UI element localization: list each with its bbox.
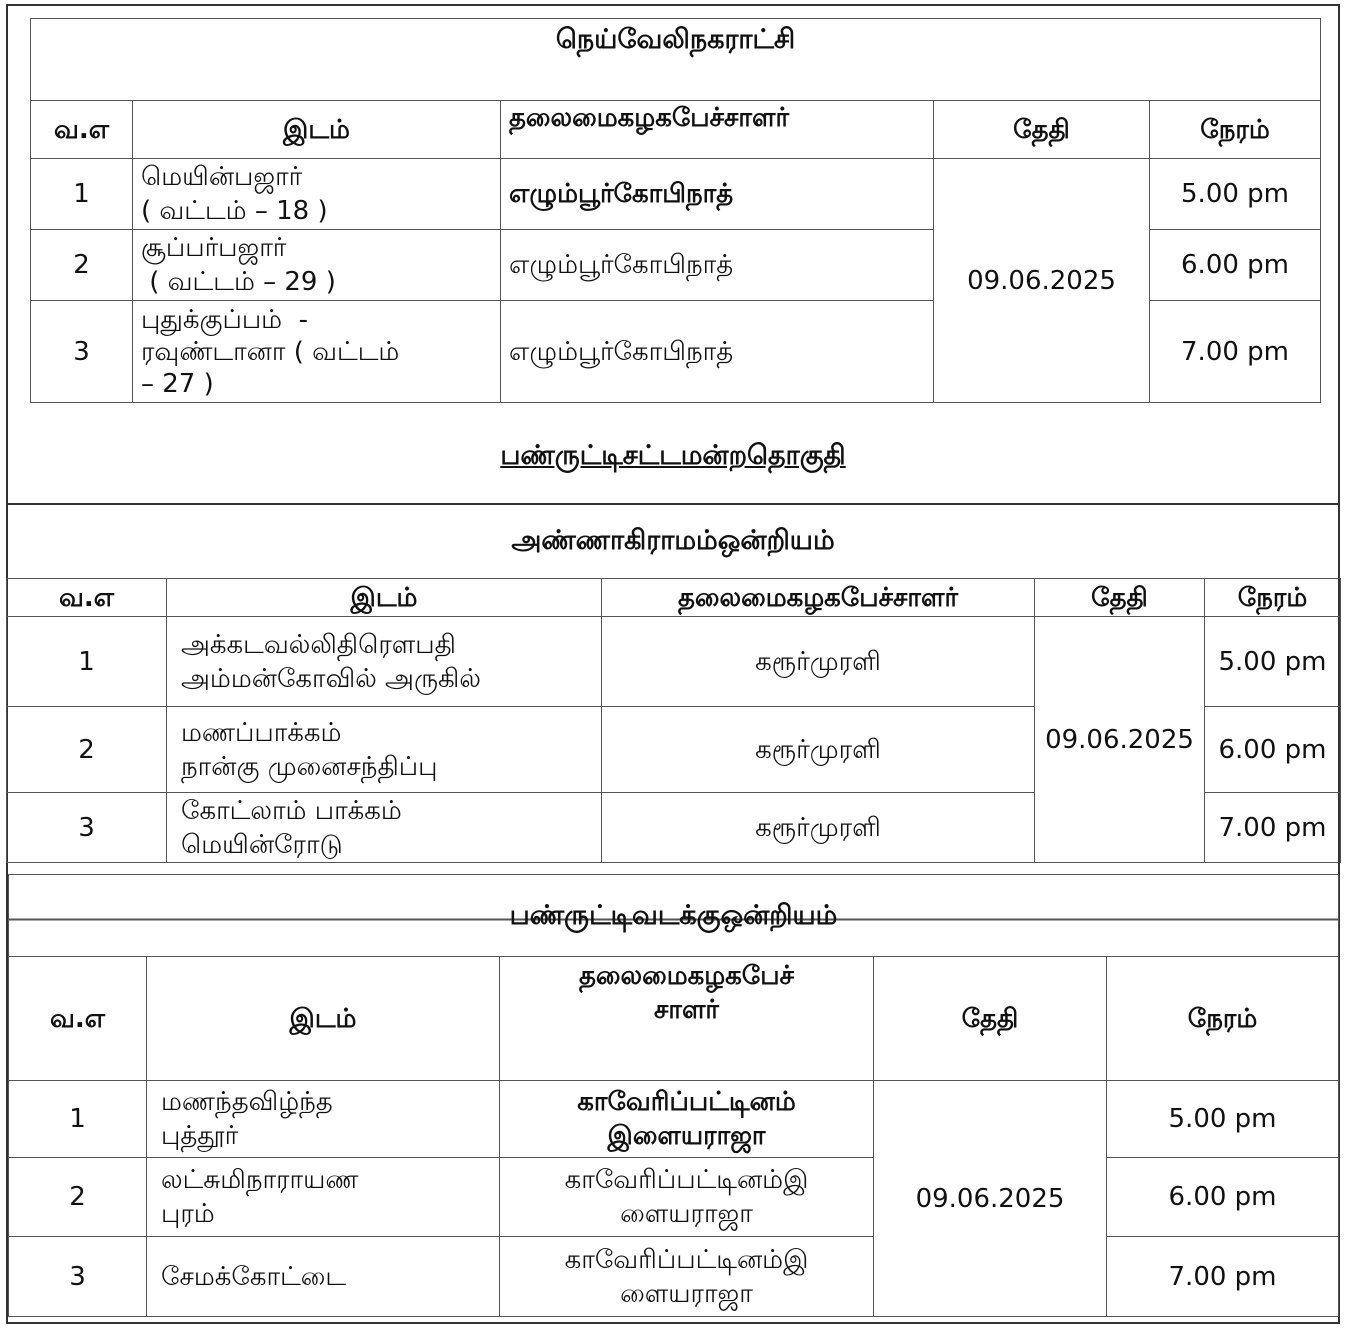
place-line: நான்கு முனைசந்திப்பு: [181, 751, 438, 782]
time-cell: 5.00 pm: [1107, 1081, 1339, 1158]
place-line: அக்கடவல்லிதிரௌபதி: [181, 629, 456, 660]
section-divider: [6, 503, 1340, 505]
header-time: நேரம்: [1150, 101, 1321, 159]
time-cell: 5.00 pm: [1150, 159, 1321, 230]
header-date: தேதி: [934, 101, 1150, 159]
sno-cell: 2: [31, 230, 133, 301]
header-time: நேரம்: [1107, 957, 1339, 1081]
table-row: [9, 1081, 1339, 1158]
table-row: [31, 159, 1321, 230]
place-line: சூப்பர்பஜார்: [141, 233, 287, 263]
time-cell: 5.00 pm: [1205, 617, 1341, 707]
speaker-line: இளையராஜா: [607, 1121, 766, 1151]
header-speaker-line: சாளர்: [653, 995, 720, 1025]
header-place: இடம்: [133, 101, 501, 159]
date-cell: 09.06.2025: [874, 1081, 1107, 1317]
date-cell: 09.06.2025: [934, 159, 1150, 403]
place-cell: [147, 1237, 500, 1317]
section-title: அண்ணாகிராமம்ஒன்றியம்: [511, 525, 835, 556]
speaker-cell: [500, 1081, 874, 1158]
speaker-line: காவேரிப்பட்டினம்இ: [564, 1165, 809, 1195]
place-line: மெயின்பஜார்: [141, 162, 303, 192]
speaker-cell: எழும்பூர்கோபிநாத்: [501, 159, 934, 230]
place-line: கோட்லாம் பாக்கம்: [181, 795, 402, 826]
place-cell: [147, 1081, 500, 1158]
place-line: ( வட்டம் – 29 ): [141, 267, 336, 297]
place-line: மெயின்ரோடு: [181, 829, 343, 860]
speaker-line: ளையராஜா: [620, 1278, 753, 1309]
time-cell: 6.00 pm: [1205, 707, 1341, 793]
place-cell: [167, 793, 602, 863]
sno-cell: 3: [9, 1237, 147, 1317]
speaker-cell: கரூர்முரளி: [602, 707, 1035, 793]
header-place: இடம்: [147, 957, 500, 1081]
place-line: மணப்பாக்கம்: [181, 717, 342, 748]
header-date: தேதி: [1035, 579, 1205, 617]
speaker-cell: கரூர்முரளி: [602, 617, 1035, 707]
table-row: [9, 1158, 1339, 1237]
speaker-cell: எழும்பூர்கோபிநாத்: [501, 230, 934, 301]
header-sno: வ.எ: [7, 579, 167, 617]
table-row: [7, 617, 1341, 707]
place-cell: [167, 707, 602, 793]
speaker-line: காவேரிப்பட்டினம்இ: [564, 1244, 809, 1275]
table-neyveli: [30, 18, 1321, 403]
time-cell: 7.00 pm: [1205, 793, 1341, 863]
sno-cell: 1: [7, 617, 167, 707]
place-line: புத்தூர்: [161, 1121, 239, 1151]
header-sno: வ.எ: [31, 101, 133, 159]
place-cell: [133, 230, 501, 301]
place-line: லட்சுமிநாராயண: [161, 1165, 359, 1195]
place-cell: [133, 159, 501, 230]
place-line: அம்மன்கோவில் அருகில்: [181, 663, 481, 694]
sno-cell: 1: [9, 1081, 147, 1158]
speaker-line: ளையராஜா: [620, 1199, 753, 1229]
place-line: ( வட்டம் – 18 ): [141, 196, 328, 226]
header-date: தேதி: [874, 957, 1107, 1081]
header-time: நேரம்: [1205, 579, 1341, 617]
place-line: – 27 ): [141, 368, 214, 399]
section-title: பண்ருட்டிவடக்குஒன்றியம்: [9, 875, 1339, 957]
speaker-cell: கரூர்முரளி: [602, 793, 1035, 863]
table-annagramam: [6, 578, 1341, 863]
place-cell: [147, 1158, 500, 1237]
speaker-line: காவேரிப்பட்டினம்: [577, 1087, 796, 1117]
place-cell: [133, 301, 501, 403]
section-title: நெய்வேலிநகராட்சி: [31, 19, 1321, 101]
place-line: ரவுண்டானா ( வட்டம்: [141, 336, 400, 367]
time-cell: 7.00 pm: [1150, 301, 1321, 403]
time-cell: 6.00 pm: [1107, 1158, 1339, 1237]
place-line: புதுக்குப்பம் -: [141, 304, 309, 335]
sno-cell: 1: [31, 159, 133, 230]
speaker-cell: [500, 1158, 874, 1237]
speaker-cell: [500, 1237, 874, 1317]
sno-cell: 2: [7, 707, 167, 793]
table-row: [9, 1237, 1339, 1317]
time-cell: 6.00 pm: [1150, 230, 1321, 301]
place-line: மணந்தவிழ்ந்த: [161, 1087, 333, 1117]
sno-cell: 3: [31, 301, 133, 403]
header-speaker: தலைமைகழகபேச்சாளர்: [501, 101, 934, 159]
header-speaker: [500, 957, 874, 1081]
speaker-cell: எழும்பூர்கோபிநாத்: [501, 301, 934, 403]
place-line: சேமக்கோட்டை: [161, 1261, 347, 1292]
time-cell: 7.00 pm: [1107, 1237, 1339, 1317]
place-line: புரம்: [161, 1199, 215, 1229]
header-place: இடம்: [167, 579, 602, 617]
table-panruti-north: [8, 874, 1339, 1317]
header-speaker: தலைமைகழகபேச்சாளர்: [602, 579, 1035, 617]
sno-cell: 3: [7, 793, 167, 863]
header-speaker-line: தலைமைகழகபேச்: [578, 961, 795, 991]
header-sno: வ.எ: [9, 957, 147, 1081]
date-cell: 09.06.2025: [1035, 617, 1205, 863]
sno-cell: 2: [9, 1158, 147, 1237]
place-cell: [167, 617, 602, 707]
constituency-heading: பண்ருட்டிசட்டமன்றதொகுதி: [500, 440, 846, 471]
